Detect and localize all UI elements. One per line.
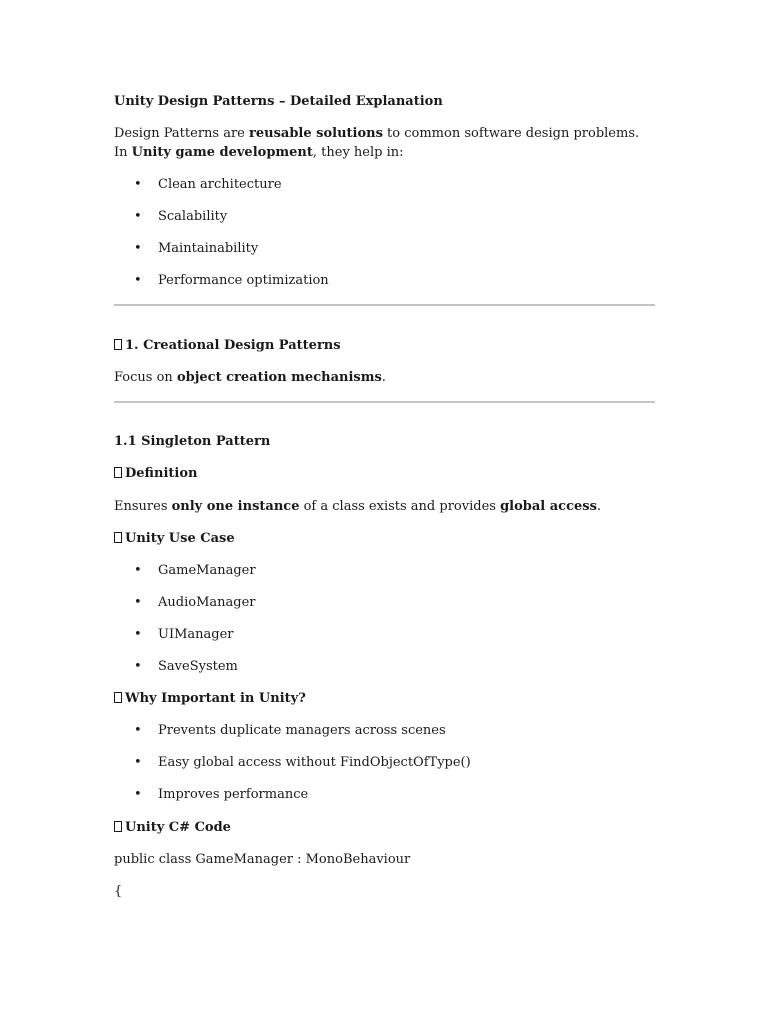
definition-heading: Definition	[114, 465, 197, 483]
code-line: public class GameManager : MonoBehaviour	[114, 852, 411, 867]
code-heading: Unity C# Code	[114, 819, 231, 837]
missing-glyph-icon	[114, 467, 122, 478]
missing-glyph-icon	[114, 339, 122, 350]
list-item: • UIManager	[134, 627, 234, 642]
list-item: • GameManager	[134, 563, 256, 578]
use-case-heading: Unity Use Case	[114, 530, 235, 548]
missing-glyph-icon	[114, 692, 122, 703]
list-item: • Clean architecture	[134, 177, 282, 192]
why-heading: Why Important in Unity?	[114, 690, 306, 708]
list-item: • Maintainability	[134, 241, 259, 256]
list-item: • Prevents duplicate managers across scenes	[134, 723, 446, 738]
missing-glyph-icon	[114, 821, 122, 832]
definition-text: Ensures only one instance of a class exists and provides global access.	[114, 499, 602, 514]
document-page	[114, 0, 655, 1024]
section-heading: 1. Creational Design Patterns	[114, 337, 341, 355]
horizontal-divider	[114, 401, 655, 403]
intro-line-1: Design Patterns are reusable solutions to common software design problems.	[114, 126, 640, 141]
list-item: • AudioManager	[134, 595, 256, 610]
subsection-heading: 1.1 Singleton Pattern	[114, 434, 271, 449]
missing-glyph-icon	[114, 532, 122, 543]
code-line: {	[114, 884, 123, 899]
horizontal-divider	[114, 304, 655, 306]
intro-line-2: In Unity game development, they help in:	[114, 145, 404, 160]
section-focus-text: Focus on object creation mechanisms.	[114, 370, 386, 385]
document-title: Unity Design Patterns – Detailed Explanation	[114, 94, 443, 109]
list-item: • SaveSystem	[134, 659, 238, 674]
list-item: • Improves performance	[134, 787, 309, 802]
list-item: • Performance optimization	[134, 273, 329, 288]
list-item: • Scalability	[134, 209, 228, 224]
list-item: • Easy global access without FindObjectOfType()	[134, 755, 471, 770]
